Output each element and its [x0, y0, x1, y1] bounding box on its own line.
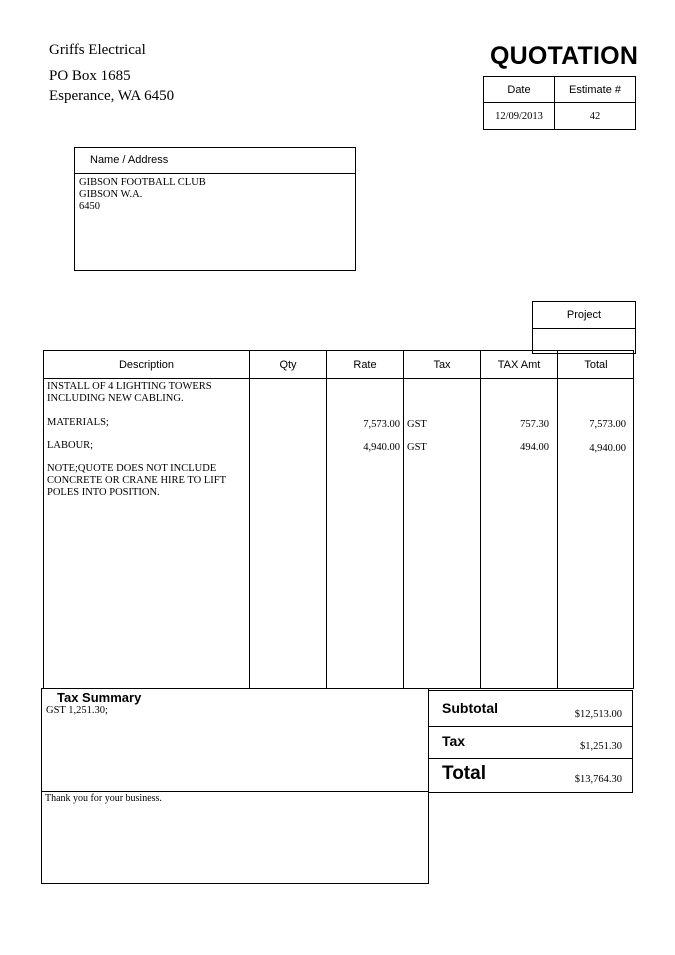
- header-qty: Qty: [279, 359, 297, 371]
- item-description: NOTE;QUOTE DOES NOT INCLUDE CONCRETE OR CRANE HIRE TO LIFT POLES INTO POSITION.: [47, 463, 226, 498]
- item-description: MATERIALS;: [47, 417, 109, 428]
- totals-box: [428, 690, 633, 793]
- name-address-box: [74, 147, 356, 271]
- item-tax: GST: [407, 442, 427, 453]
- header-rate: Rate: [353, 359, 377, 371]
- column-divider: [557, 351, 558, 688]
- company-name: Griffs Electrical: [49, 42, 146, 58]
- company-address-line1: PO Box 1685: [49, 68, 131, 84]
- company-address-line2: Esperance, WA 6450: [49, 88, 175, 104]
- footer-message: Thank you for your business.: [45, 793, 162, 804]
- column-divider: [403, 351, 404, 688]
- project-box: [532, 301, 636, 354]
- tax-summary-text: GST 1,251.30;: [46, 705, 108, 716]
- subtotal-label: Subtotal: [442, 700, 498, 716]
- address-line: GIBSON FOOTBALL CLUB: [79, 177, 206, 188]
- address-line: 6450: [79, 201, 100, 212]
- header-total: Total: [584, 359, 608, 371]
- column-divider: [326, 351, 327, 688]
- estimate-number-label: Estimate #: [555, 77, 636, 103]
- document-title: QUOTATION: [490, 42, 639, 70]
- item-description: LABOUR;: [47, 440, 94, 451]
- address-line: GIBSON W.A.: [79, 189, 143, 200]
- total-value: $13,764.30: [574, 774, 622, 785]
- item-description: INSTALL OF 4 LIGHTING TOWERS INCLUDING NEW CABLING.: [47, 381, 212, 404]
- tax-label: Tax: [442, 733, 466, 749]
- header-description: Description: [118, 359, 175, 371]
- date-value: 12/09/2013: [484, 103, 555, 130]
- column-divider: [480, 351, 481, 688]
- item-total: 4,940.00: [589, 443, 626, 454]
- subtotal-row: [429, 691, 632, 727]
- item-tax-amt: 757.30: [520, 419, 549, 430]
- estimate-number-value: 42: [555, 103, 636, 130]
- header-tax-amt: TAX Amt: [497, 359, 541, 371]
- header-tax: Tax: [433, 359, 451, 371]
- tax-row: [429, 727, 632, 759]
- project-label: Project: [533, 302, 635, 329]
- line-items-table: [43, 350, 634, 689]
- footer-message-box: [41, 791, 429, 884]
- tax-summary-label: Tax Summary: [57, 690, 142, 705]
- item-total: 7,573.00: [589, 419, 626, 430]
- item-tax-amt: 494.00: [520, 442, 549, 453]
- total-label: Total: [442, 763, 486, 784]
- column-divider: [249, 351, 250, 688]
- item-rate: 7,573.00: [363, 419, 400, 430]
- item-rate: 4,940.00: [363, 442, 400, 453]
- subtotal-value: $12,513.00: [574, 709, 622, 720]
- total-row: [429, 759, 632, 794]
- name-address-label: Name / Address: [75, 148, 355, 174]
- estimate-meta-table: [483, 76, 636, 130]
- date-label: Date: [484, 77, 555, 103]
- item-tax: GST: [407, 419, 427, 430]
- tax-value: $1,251.30: [580, 741, 622, 752]
- company-block: [49, 40, 174, 106]
- tax-summary-box: [41, 688, 429, 792]
